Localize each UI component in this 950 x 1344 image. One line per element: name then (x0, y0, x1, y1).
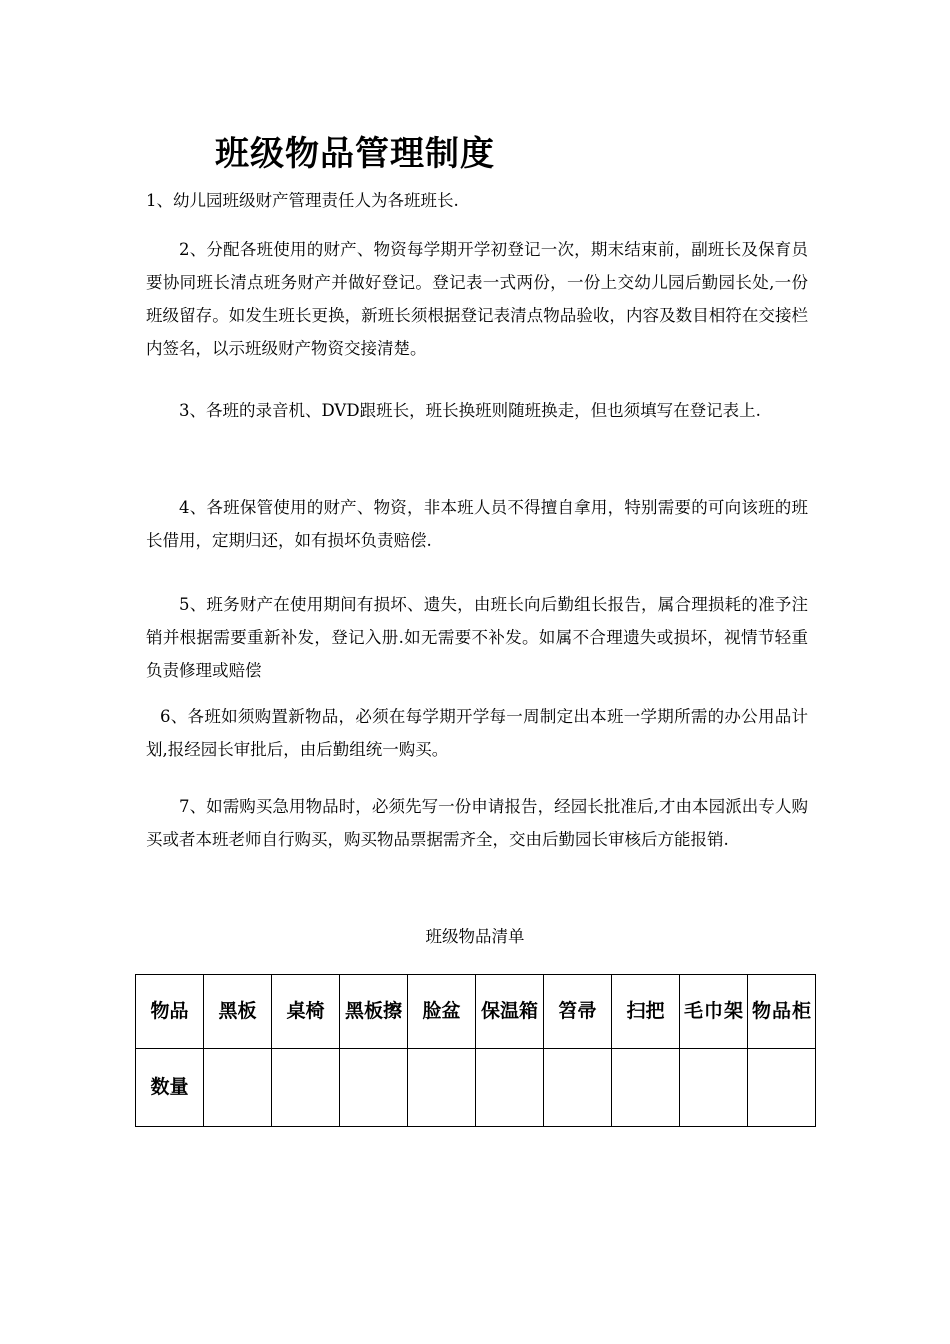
quantity-cell[interactable] (340, 1049, 408, 1127)
quantity-cell[interactable] (204, 1049, 272, 1127)
rule-paragraph-1: 1、幼儿园班级财产管理责任人为各班班长. (146, 191, 459, 210)
quantity-label-cell: 数量 (136, 1049, 204, 1127)
item-cell: 笤帚 (544, 975, 612, 1049)
item-cell: 脸盆 (408, 975, 476, 1049)
page-title: 班级物品管理制度 (215, 134, 495, 174)
quantity-cell[interactable] (272, 1049, 340, 1127)
table-caption: 班级物品清单 (425, 927, 525, 946)
header-cell-items-label: 物品 (136, 975, 204, 1049)
table-quantity-row (136, 1049, 816, 1127)
table-header-row (136, 975, 816, 1049)
quantity-cell[interactable] (680, 1049, 748, 1127)
quantity-cell[interactable] (544, 1049, 612, 1127)
items-inventory-table (135, 974, 816, 1127)
rule-paragraph-3: 3、各班的录音机、DVD跟班长，班长换班则随班换走，但也须填写在登记表上. (179, 401, 761, 420)
rule-paragraph-6: 6、各班如须购置新物品，必须在每学期开学每一周制定出本班一学期所需的办公用品计划,报经园长审批后，由后勤组统一购买。 (146, 707, 808, 759)
rule-paragraph-7: 7、如需购买急用物品时，必须先写一份申请报告，经园长批准后,才由本园派出专人购买或者本班老师自行购买，购买物品票据需齐全，交由后勤园长审核后方能报销. (146, 797, 808, 849)
item-cell: 黑板擦 (340, 975, 408, 1049)
quantity-cell[interactable] (748, 1049, 816, 1127)
item-cell: 桌椅 (272, 975, 340, 1049)
quantity-cell[interactable] (612, 1049, 680, 1127)
rule-paragraph-4: 4、各班保管使用的财产、物资，非本班人员不得擅自拿用，特别需要的可向该班的班长借用，定期归还，如有损坏负责赔偿. (146, 498, 808, 550)
item-cell: 扫把 (612, 975, 680, 1049)
item-cell: 毛巾架 (680, 975, 748, 1049)
item-cell: 黑板 (204, 975, 272, 1049)
rule-paragraph-5: 5、班务财产在使用期间有损坏、遗失，由班长向后勤组长报告，属合理损耗的准予注销并根据需要重新补发，登记入册.如无需要不补发。如属不合理遗失或损坏，视情节轻重负责修理或赔偿 (146, 595, 808, 680)
quantity-cell[interactable] (408, 1049, 476, 1127)
item-cell: 保温箱 (476, 975, 544, 1049)
item-cell: 物品柜 (748, 975, 816, 1049)
rule-paragraph-2: 2、分配各班使用的财产、物资每学期开学初登记一次，期末结束前，副班长及保育员要协同班长清点班务财产并做好登记。登记表一式两份，一份上交幼儿园后勤园长处,一份班级留存。如发生班长更换，新班长须根据登记表清点物品验收，内容及数目相符在交接栏内签名，以示班级财产物资交接清楚。 (146, 240, 808, 358)
quantity-cell[interactable] (476, 1049, 544, 1127)
